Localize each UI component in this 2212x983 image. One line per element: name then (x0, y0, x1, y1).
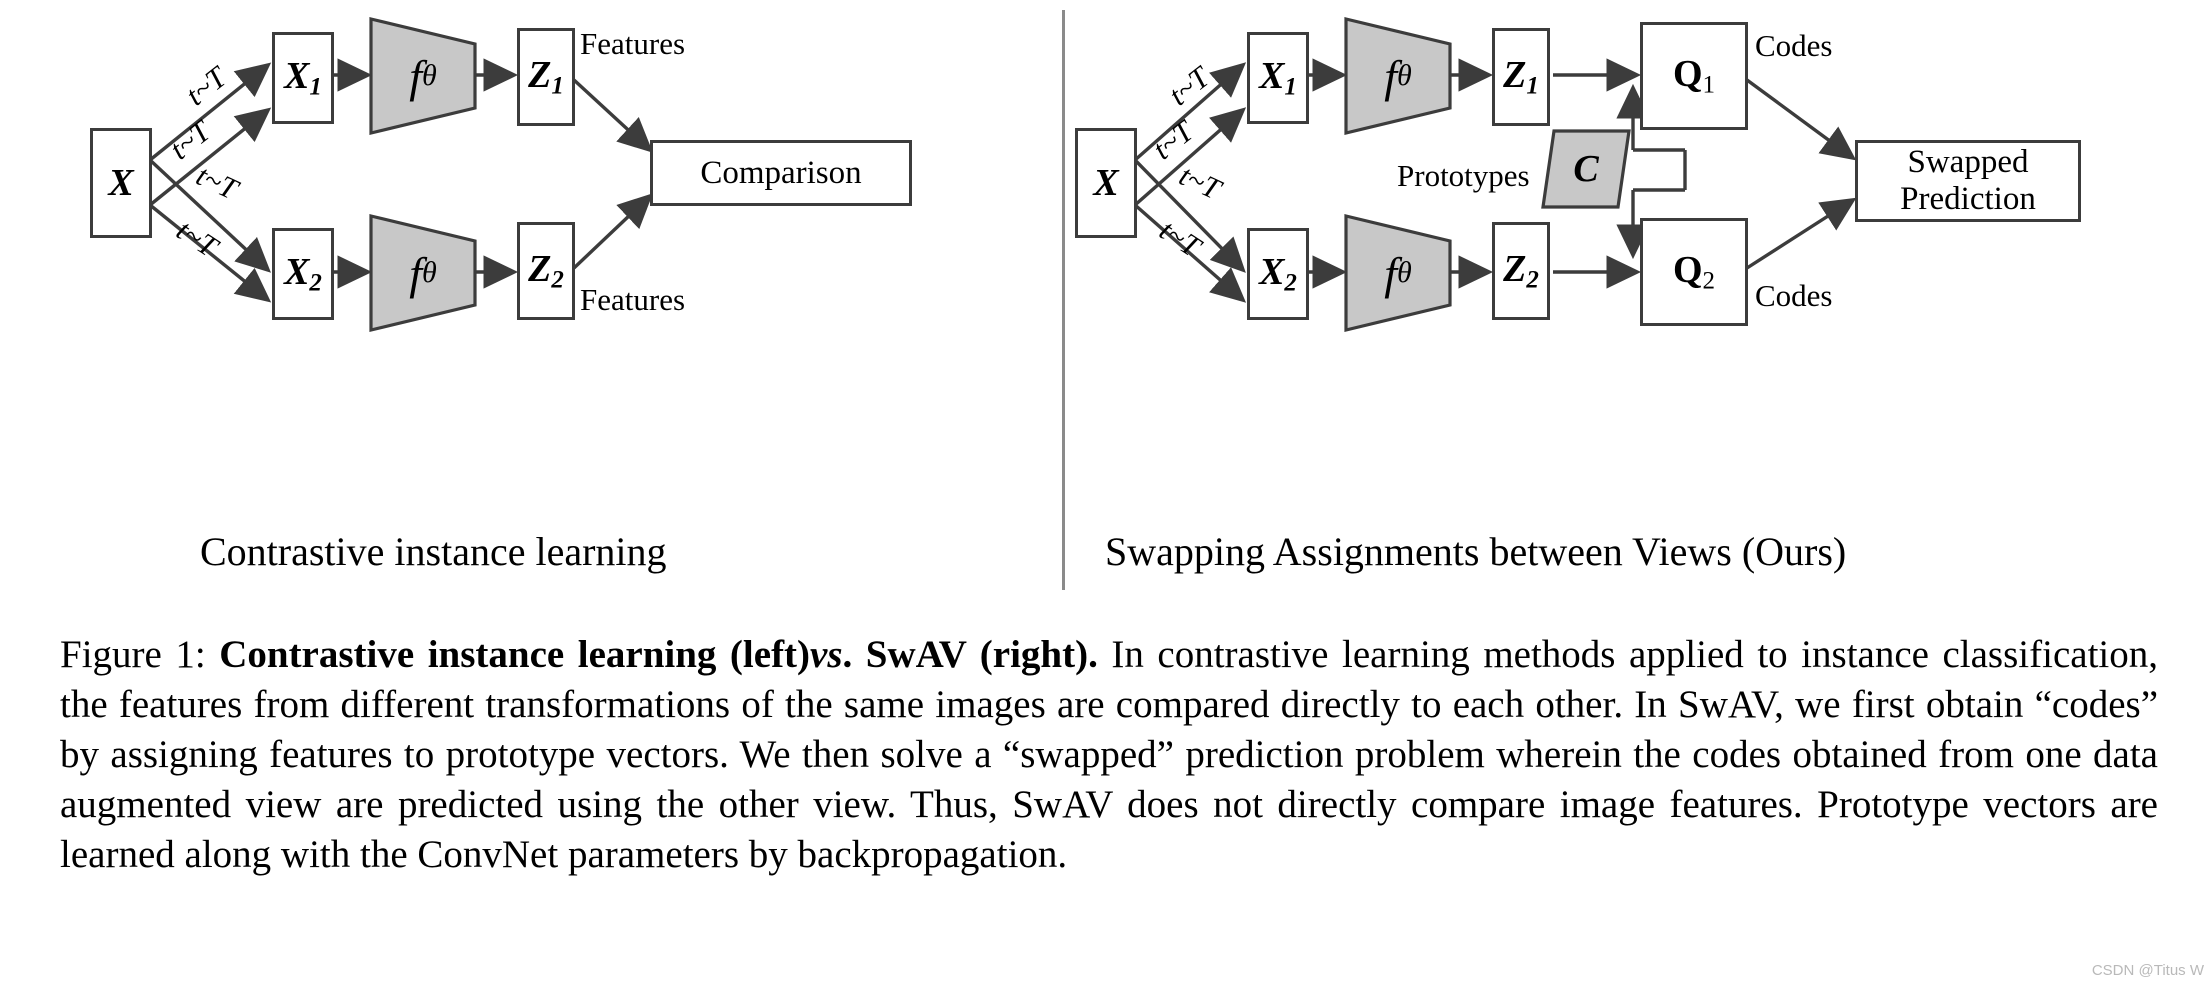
left-transform-label-2: t~T (163, 114, 217, 167)
right-codes-label-2: Codes (1755, 278, 1833, 313)
left-feature2-box (517, 222, 575, 320)
right-encoder1 (1343, 16, 1453, 136)
right-view1-label: $X_1$ (1259, 54, 1297, 101)
left-features-label-2: Features (580, 282, 686, 317)
watermark: CSDN @Titus W (2091, 962, 2204, 979)
right-feature1-label: $Z_1$ (1503, 53, 1539, 100)
right-view1-box (1247, 32, 1309, 124)
swapped-prediction-line2: Prediction (1900, 181, 2036, 217)
left-transform-label-1: t~T (179, 60, 233, 113)
left-encoder1 (368, 16, 478, 136)
right-input-box (1075, 128, 1137, 238)
left-feature1-label: $Z_1$ (528, 53, 564, 100)
right-transform-label-1: t~T (1162, 60, 1216, 113)
right-transform-label-3: t~T (1174, 158, 1226, 207)
left-view2-label: $X_2$ (284, 250, 322, 297)
right-transform-label-4: t~T (1153, 213, 1207, 264)
left-features-label-1: Features (580, 26, 686, 61)
right-encoder2 (1343, 213, 1453, 333)
left-panel-caption: Contrastive instance learning (200, 529, 667, 574)
right-feature2-box (1492, 222, 1550, 320)
right-code1-box (1640, 22, 1748, 130)
right-encoder1-label: f θ (1384, 50, 1412, 102)
left-panel-contrastive (0, 0, 1060, 600)
right-code1-label: $Q_1$ (1672, 52, 1716, 99)
right-input-label: X (1093, 161, 1119, 204)
prototypes-label: Prototypes (1397, 158, 1530, 193)
right-feature1-box (1492, 28, 1550, 126)
left-comparison-label: Comparison (700, 154, 862, 191)
caption-bold-2: . SwAV (right). (842, 633, 1098, 676)
left-comparison-box (650, 140, 912, 206)
swapped-prediction-box (1855, 140, 2081, 222)
right-codes-label-1: Codes (1755, 28, 1833, 63)
right-transform-label-2: t~T (1146, 114, 1200, 167)
right-panel-swav (1075, 0, 2212, 600)
caption-bold-1: Contrastive instance learning (left) (219, 633, 811, 676)
figure-caption (60, 630, 2158, 880)
right-feature2-label: $Z_2$ (1503, 247, 1539, 294)
swapped-prediction-line1: Swapped (1907, 144, 2029, 181)
right-code2-box (1640, 218, 1748, 326)
caption-prefix: Figure 1: (60, 633, 206, 676)
prototypes-box (1540, 128, 1632, 210)
right-view2-box (1247, 228, 1309, 320)
right-encoder2-label: f θ (1384, 247, 1412, 299)
left-feature1-box (517, 28, 575, 126)
left-view2-box (272, 228, 334, 320)
left-transform-label-3: t~T (191, 158, 243, 207)
panel-divider (1062, 10, 1065, 590)
caption-italic: vs (810, 633, 843, 676)
left-transform-label-4: t~T (170, 213, 224, 264)
left-input-box (90, 128, 152, 238)
right-code2-label: $Q_2$ (1672, 248, 1716, 295)
left-encoder1-label: f θ (409, 50, 437, 102)
left-view1-label: $X_1$ (284, 54, 322, 101)
left-encoder2-label: f θ (409, 247, 437, 299)
left-feature2-label: $Z_2$ (528, 247, 564, 294)
left-encoder2 (368, 213, 478, 333)
right-view2-label: $X_2$ (1259, 250, 1297, 297)
left-view1-box (272, 32, 334, 124)
left-input-label: X (108, 161, 134, 204)
right-panel-caption: Swapping Assignments between Views (Ours) (1105, 529, 1847, 574)
caption-body: In contrastive learning methods applied to instance classification, the features from different transformations of the same images are compared directly to each other. In SwAV, we first obtain “codes” by assigning features to prototype vectors. We then solve a “swapped” prediction problem wherein the codes obtained from one data augmented view are predicted using the other view. Thus, SwAV does not directly compare image features. Prototype vectors are learned along with the ConvNet parameters by backpropagation. (60, 633, 2158, 876)
prototypes-symbol: C (1573, 148, 1599, 190)
